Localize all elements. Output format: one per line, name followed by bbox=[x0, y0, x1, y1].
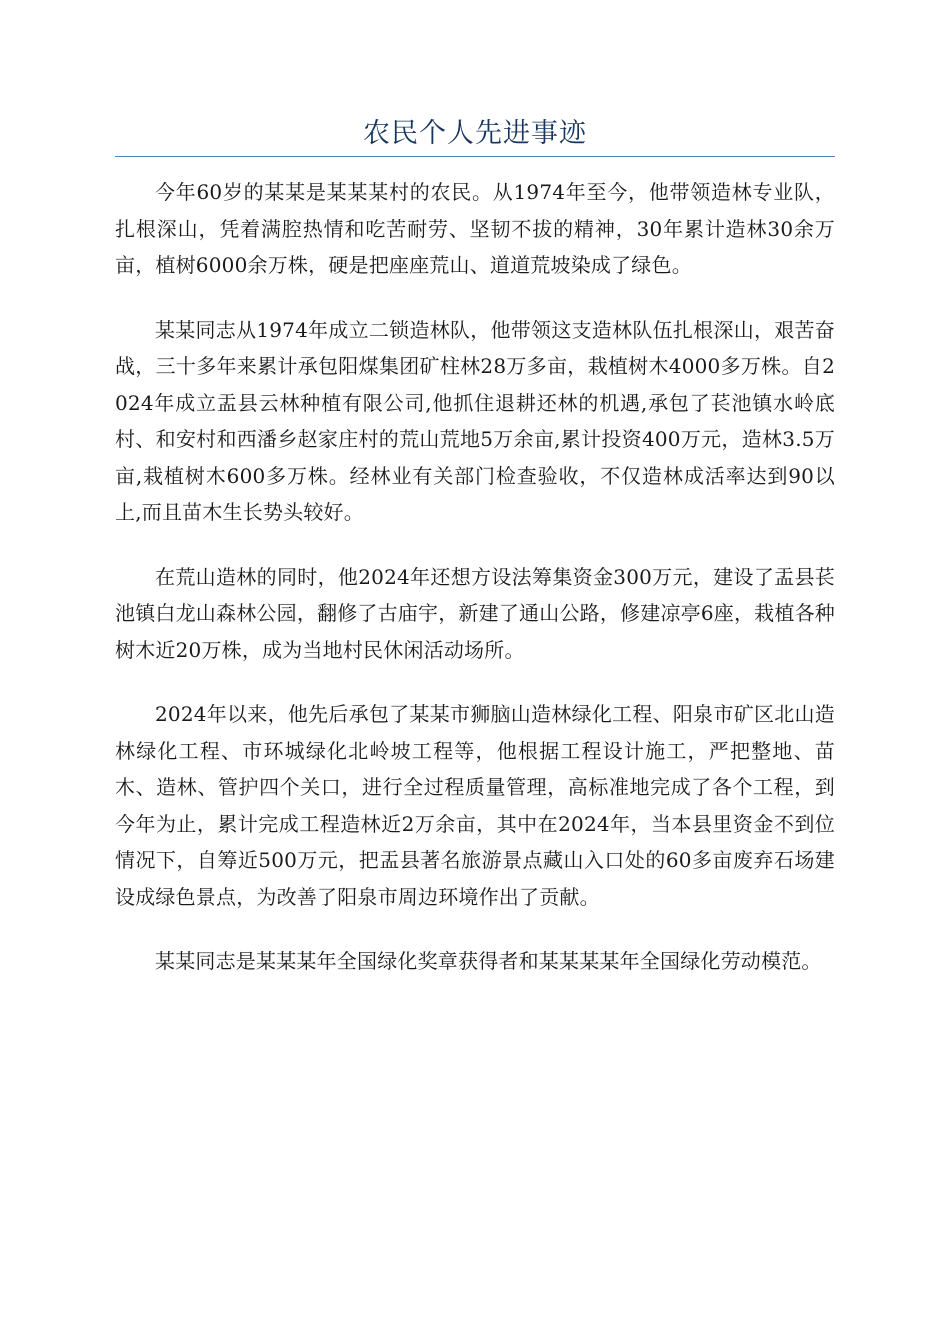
paragraph-honors: 某某同志是某某某年全国绿化奖章获得者和某某某某年全国绿化劳动模范。 bbox=[155, 949, 822, 973]
title-block bbox=[115, 112, 835, 157]
paragraph-intro: 今年60岁的某某是某某某村的农民。从1974年至今，他带领造林专业队，扎根深山，凭着满腔热情和吃苦耐劳、坚韧不拔的精神，30年累计造林30余万亩，植树6000余万株，硬是把座座荒山、道道荒坡染成了绿色。 bbox=[115, 180, 835, 277]
document-title: 农民个人先进事迹 bbox=[363, 118, 587, 149]
paragraph-afforestation-team: 某某同志从1974年成立二锁造林队，他带领这支造林队伍扎根深山，艰苦奋战，三十多年来累计承包阳煤集团矿柱林28万多亩，栽植树木4000多万株。自2024年成立盂县云林种植有限公司,他抓住退耕还林的机遇,承包了苌池镇水岭底村、和安村和西潘乡赵家庄村的荒山荒地5万余亩,累计投资400万元，造林3.5万亩,栽植树木600多万株。经林业有关部门检查验收，不仅造林成活率达到90以上,而且苗木生长势头较好。 bbox=[115, 317, 835, 524]
paragraph-forest-park: 在荒山造林的同时，他2024年还想方设法筹集资金300万元，建设了盂县苌池镇白龙山森林公园，翻修了古庙宇，新建了通山公路，修建凉亭6座，栽植各种树木近20万株，成为当地村民休闲活动场所。 bbox=[115, 564, 835, 662]
paragraph-greening-projects: 2024年以来，他先后承包了某某市狮脑山造林绿化工程、阳泉市矿区北山造林绿化工程、市环城绿化北岭坡工程等，他根据工程设计施工，严把整地、苗木、造林、管护四个关口，进行全过程质量管理，高标准地完成了各个工程，到今年为止，累计完成工程造林近2万余亩，其中在2024年，当本县里资金不到位情况下，自筹近500万元，把盂县著名旅游景点藏山入口处的60多亩废弃石场建设成绿色景点，为改善了阳泉市周边环境作出了贡献。 bbox=[115, 702, 835, 909]
document-body bbox=[115, 174, 835, 1008]
